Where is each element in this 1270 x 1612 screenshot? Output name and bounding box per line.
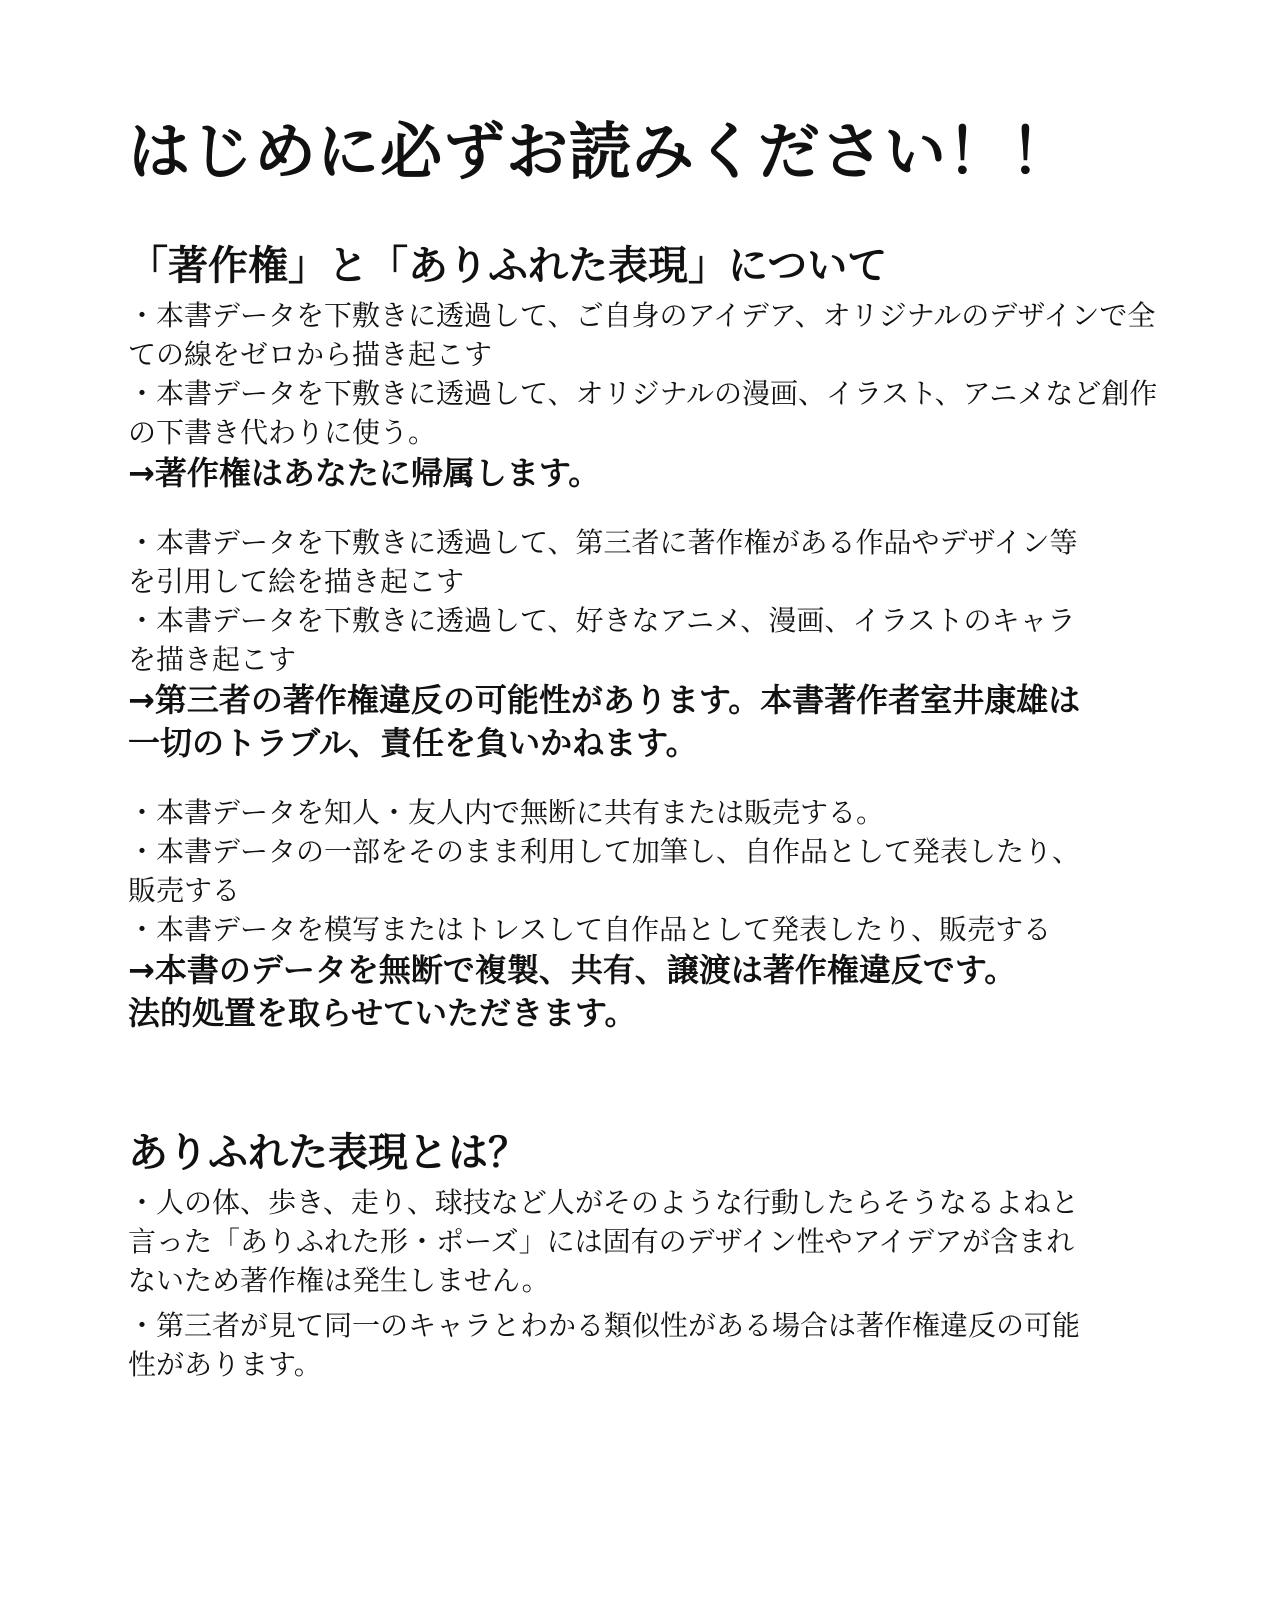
similarity-warning-paragraph bbox=[128, 1306, 1158, 1384]
common-expression-paragraph bbox=[128, 1183, 1158, 1300]
body-line: を描き起こす bbox=[128, 643, 297, 676]
copyright-group-unauthorized bbox=[128, 793, 1158, 1035]
body-line: を引用して絵を描き起こす bbox=[128, 565, 465, 598]
body-line: ・本書データを下敷きに透過して、オリジナルの漫画、イラスト、アニメなど創作 bbox=[128, 377, 1158, 410]
body-line: ・人の体、歩き、走り、球技など人がそのような行動したらそうなるよねと bbox=[128, 1186, 1079, 1219]
body-line: ・本書データを下敷きに透過して、第三者に著作権がある作品やデザイン等 bbox=[128, 526, 1078, 559]
body-line: 販売する bbox=[128, 874, 241, 907]
conclusion-line: →著作権はあなたに帰属します。 bbox=[128, 454, 601, 492]
body-line: ・本書データを下敷きに透過して、ご自身のアイデア、オリジナルのデザインで全 bbox=[128, 299, 1156, 332]
conclusion-line: 法的処置を取らせていただきます。 bbox=[128, 994, 637, 1032]
body-line: 言った「ありふれた形・ポーズ」には固有のデザイン性やアイデアが含まれ bbox=[128, 1225, 1075, 1258]
body-line: ての線をゼロから描き起こす bbox=[128, 338, 493, 371]
body-line: の下書き代わりに使う。 bbox=[128, 416, 437, 449]
page-title: はじめに必ずお読みください！！ bbox=[128, 115, 1074, 188]
body-line: ないため著作権は発生しません。 bbox=[128, 1264, 550, 1297]
body-line: 性があります。 bbox=[128, 1348, 322, 1381]
body-line: ・本書データの一部をそのまま利用して加筆し、自作品として発表したり、 bbox=[128, 835, 1081, 868]
copyright-group-own-work bbox=[128, 296, 1158, 495]
copyright-group-third-party bbox=[128, 523, 1158, 765]
spacer bbox=[128, 765, 1158, 793]
body-line: ・本書データを模写またはトレスして自作品として発表したり、販売する bbox=[128, 913, 1052, 946]
section-heading-copyright: 「著作権」と「ありふれた表現」について bbox=[128, 243, 888, 289]
body-line: ・本書データを知人・友人内で無断に共有または販売する。 bbox=[128, 796, 885, 829]
conclusion-line: →第三者の著作権違反の可能性があります。本書著作者室井康雄は bbox=[128, 681, 1081, 719]
body-line: ・第三者が見て同一のキャラとわかる類似性がある場合は著作権違反の可能 bbox=[128, 1309, 1081, 1342]
spacer bbox=[128, 495, 1158, 523]
section-heading-common-expression: ありふれた表現とは？ bbox=[128, 1130, 528, 1176]
notice-page bbox=[128, 112, 1158, 1384]
body-line: ・本書データを下敷きに透過して、好きなアニメ、漫画、イラストのキャラ bbox=[128, 604, 1076, 637]
conclusion-line: 一切のトラブル、責任を負いかねます。 bbox=[128, 724, 698, 762]
conclusion-line: →本書のデータを無断で複製、共有、譲渡は著作権違反です。 bbox=[128, 951, 1017, 989]
